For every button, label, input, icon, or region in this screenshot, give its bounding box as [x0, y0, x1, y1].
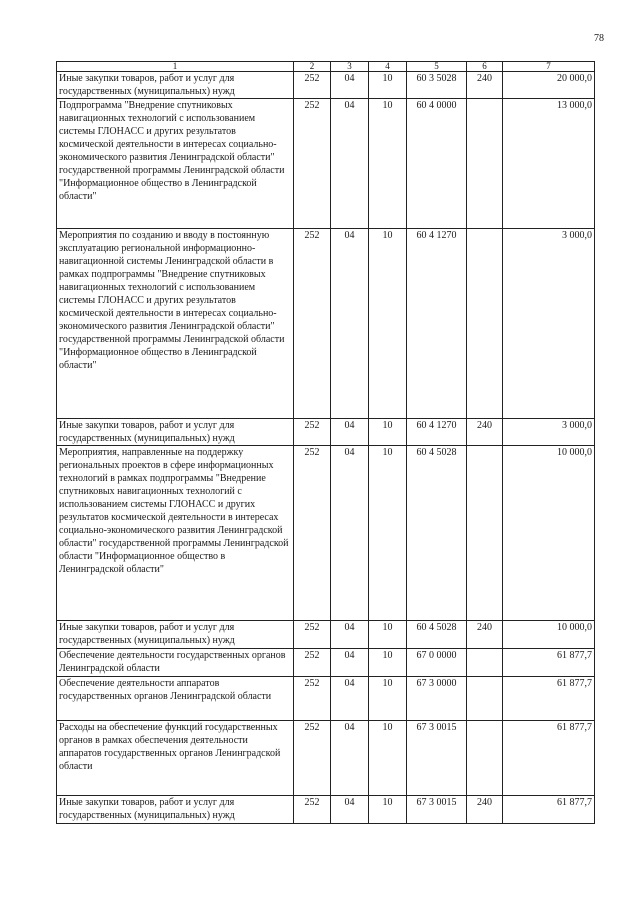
subsection-code: 10	[369, 229, 407, 419]
amount: 61 877,7	[503, 649, 595, 677]
header-cell: 3	[331, 62, 369, 72]
ministry-code: 252	[294, 99, 331, 229]
subsection-code: 10	[369, 677, 407, 721]
subsection-code: 10	[369, 649, 407, 677]
header-cell: 2	[294, 62, 331, 72]
target-article-code: 67 0 0000	[407, 649, 467, 677]
item-name: Иные закупки товаров, работ и услуг для государственных (муниципальных) нужд	[57, 621, 294, 649]
header-cell: 1	[57, 62, 294, 72]
amount: 10 000,0	[503, 621, 595, 649]
table-row	[57, 621, 595, 649]
section-code: 04	[331, 721, 369, 796]
section-code: 04	[331, 99, 369, 229]
ministry-code: 252	[294, 446, 331, 621]
item-name: Иные закупки товаров, работ и услуг для государственных (муниципальных) нужд	[57, 796, 294, 824]
ministry-code: 252	[294, 796, 331, 824]
subsection-code: 10	[369, 419, 407, 446]
target-article-code: 67 3 0000	[407, 677, 467, 721]
subsection-code: 10	[369, 72, 407, 99]
item-name: Подпрограмма "Внедрение спутниковых навигационных технологий с использованием системы ГЛОНАСС и других результатов космической деятельности в интересах социально-экономического развития Ленинградской области" государственной программы Ленинградской области "Информационное общество в Ленинградской области"	[57, 99, 294, 229]
ministry-code: 252	[294, 621, 331, 649]
expense-type-code	[467, 229, 503, 419]
header-cell: 4	[369, 62, 407, 72]
table-row	[57, 796, 595, 824]
amount: 61 877,7	[503, 677, 595, 721]
target-article-code: 67 3 0015	[407, 721, 467, 796]
item-name: Мероприятия, направленные на поддержку региональных проектов в сфере информационных технологий в рамках подпрограммы "Внедрение спутниковых навигационных технологий с использованием системы ГЛОНАСС и других результатов космической деятельности в интересах социально-экономического развития Ленинградской области" государственной программы Ленинградской области "Информационное общество в Ленинградской области"	[57, 446, 294, 621]
section-code: 04	[331, 677, 369, 721]
ministry-code: 252	[294, 721, 331, 796]
section-code: 04	[331, 72, 369, 99]
table-row	[57, 99, 595, 229]
amount: 20 000,0	[503, 72, 595, 99]
amount: 3 000,0	[503, 229, 595, 419]
target-article-code: 60 4 5028	[407, 446, 467, 621]
expense-type-code	[467, 721, 503, 796]
expense-type-code	[467, 99, 503, 229]
table-row	[57, 419, 595, 446]
section-code: 04	[331, 621, 369, 649]
table-row	[57, 446, 595, 621]
table-row	[57, 72, 595, 99]
ministry-code: 252	[294, 419, 331, 446]
subsection-code: 10	[369, 796, 407, 824]
subsection-code: 10	[369, 446, 407, 621]
budget-table	[56, 61, 595, 824]
subsection-code: 10	[369, 621, 407, 649]
target-article-code: 60 4 1270	[407, 229, 467, 419]
ministry-code: 252	[294, 677, 331, 721]
item-name: Обеспечение деятельности аппаратов государственных органов Ленинградской области	[57, 677, 294, 721]
item-name: Иные закупки товаров, работ и услуг для государственных (муниципальных) нужд	[57, 72, 294, 99]
ministry-code: 252	[294, 229, 331, 419]
amount: 3 000,0	[503, 419, 595, 446]
amount: 13 000,0	[503, 99, 595, 229]
item-name: Расходы на обеспечение функций государственных органов в рамках обеспечения деятельности аппаратов государственных органов Ленинградской области	[57, 721, 294, 796]
table-row	[57, 677, 595, 721]
target-article-code: 60 4 1270	[407, 419, 467, 446]
target-article-code: 60 4 5028	[407, 621, 467, 649]
ministry-code: 252	[294, 649, 331, 677]
header-cell: 5	[407, 62, 467, 72]
ministry-code: 252	[294, 72, 331, 99]
section-code: 04	[331, 419, 369, 446]
amount: 61 877,7	[503, 721, 595, 796]
header-cell: 7	[503, 62, 595, 72]
target-article-code: 67 3 0015	[407, 796, 467, 824]
subsection-code: 10	[369, 99, 407, 229]
section-code: 04	[331, 229, 369, 419]
table-row	[57, 229, 595, 419]
expense-type-code: 240	[467, 796, 503, 824]
item-name: Иные закупки товаров, работ и услуг для государственных (муниципальных) нужд	[57, 419, 294, 446]
item-name: Мероприятия по созданию и вводу в постоянную эксплуатацию региональной информационно-навигационной системы Ленинградской области в рамках подпрограммы "Внедрение спутниковых навигационных технологий с использованием системы ГЛОНАСС и других результатов космической деятельности в интересах социально-экономического развития Ленинградской области" государственной программы Ленинградской области "Информационное общество в Ленинградской области"	[57, 229, 294, 419]
expense-type-code	[467, 677, 503, 721]
expense-type-code: 240	[467, 419, 503, 446]
target-article-code: 60 3 5028	[407, 72, 467, 99]
expense-type-code	[467, 446, 503, 621]
amount: 61 877,7	[503, 796, 595, 824]
table-row	[57, 649, 595, 677]
page-number: 78	[594, 33, 604, 44]
expense-type-code: 240	[467, 621, 503, 649]
target-article-code: 60 4 0000	[407, 99, 467, 229]
amount: 10 000,0	[503, 446, 595, 621]
table-row	[57, 721, 595, 796]
expense-type-code: 240	[467, 72, 503, 99]
header-cell: 6	[467, 62, 503, 72]
section-code: 04	[331, 446, 369, 621]
subsection-code: 10	[369, 721, 407, 796]
item-name: Обеспечение деятельности государственных органов Ленинградской области	[57, 649, 294, 677]
section-code: 04	[331, 796, 369, 824]
section-code: 04	[331, 649, 369, 677]
expense-type-code	[467, 649, 503, 677]
header-row	[57, 62, 595, 72]
